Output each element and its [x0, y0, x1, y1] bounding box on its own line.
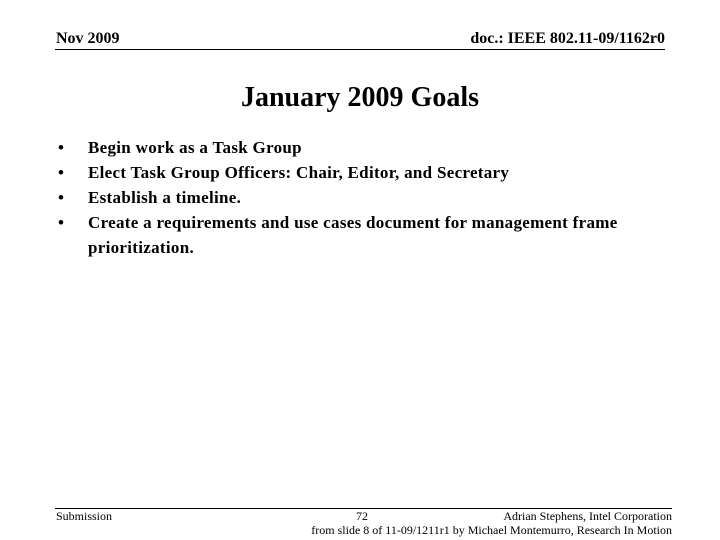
header-divider — [55, 49, 665, 50]
slide-title: January 2009 Goals — [240, 82, 480, 113]
bullet-item — [58, 185, 658, 210]
footer-page-number: 72 — [356, 509, 368, 523]
footer-submission-label: Submission — [56, 509, 113, 523]
header-date: Nov 2009 — [56, 30, 120, 47]
bullet-text: Establish a timeline. — [88, 188, 242, 207]
bullet-item — [58, 210, 658, 260]
footer-author: Adrian Stephens, Intel Corporation — [503, 509, 672, 523]
bullet-text: Begin work as a Task Group — [88, 138, 302, 157]
footer-source-note: from slide 8 of 11-09/1211r1 by Michael Montemurro, Research In Motion — [311, 523, 672, 537]
bullet-dot-icon: • — [58, 138, 65, 157]
bullet-item — [58, 135, 658, 160]
bullet-text: Create a requirements and use cases document for management frame prioritization. — [88, 213, 618, 257]
bullet-item — [58, 160, 658, 185]
bullet-dot-icon: • — [58, 163, 65, 182]
bullet-text: Elect Task Group Officers: Chair, Editor, and Secretary — [88, 163, 510, 182]
bullet-dot-icon: • — [58, 188, 65, 207]
bullet-dot-icon: • — [58, 213, 65, 232]
header-doc-id: doc.: IEEE 802.11-09/1162r0 — [470, 30, 665, 47]
bullet-list — [58, 135, 658, 260]
